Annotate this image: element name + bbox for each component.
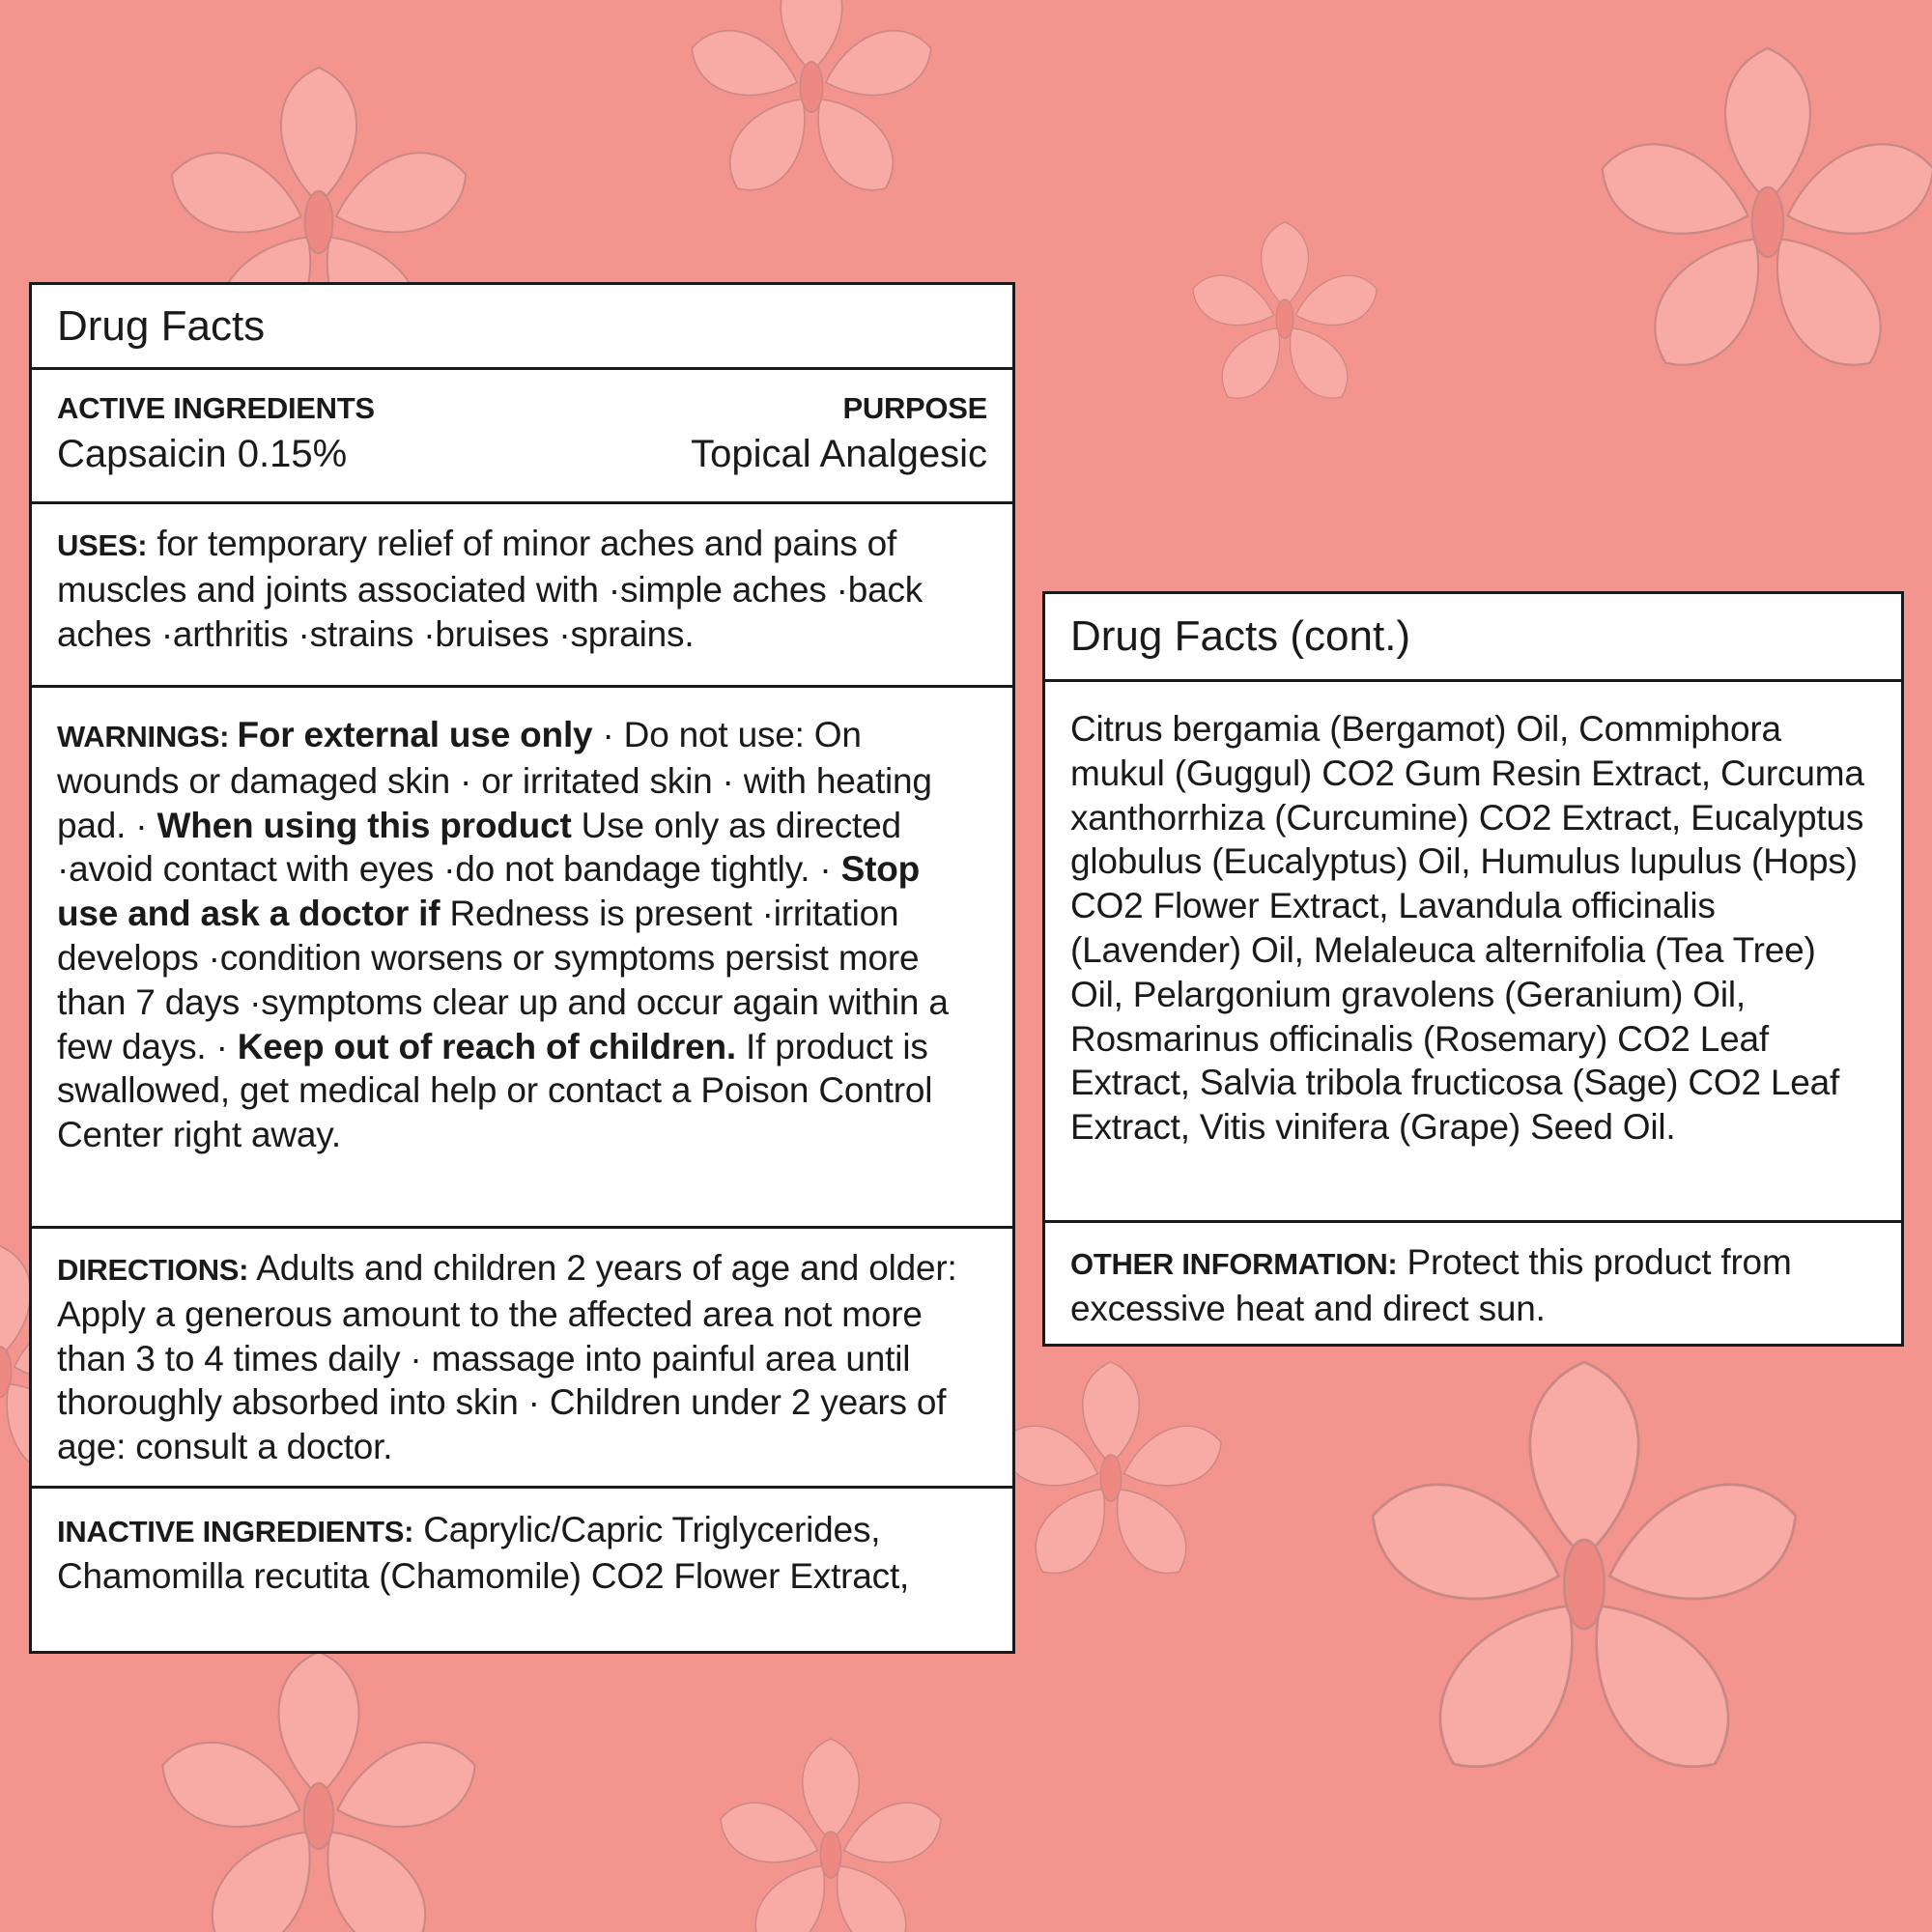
drug-facts-cont-title: Drug Facts (cont.) (1070, 612, 1411, 660)
warning-keep-out-heading: Keep out of reach of children. (237, 1026, 736, 1066)
uses-label: USES: (57, 528, 148, 562)
ingredients-list-text: Citrus bergamia (Bergamot) Oil, Commiphora mukul (Guggul) CO2 Gum Resin Extract, Curcuma xanthorrhiza (Curcumine) CO2 Extract, Eucalyptus globulus (Eucalyptus) Oil, Humulus lupulus (Hops) CO2 Flower Extract, Lavandula officinalis (Lavender) Oil, Melaleuca alternifolia (Tea Tree) Oil, Pelargonium gravolens (Geranium) Oil, Rosmarinus officinalis (Rosemary) CO2 Leaf Extract, Salvia tribola fructicosa (Sage) CO2 Leaf Extract, Vitis vinifera (Grape) Seed Oil. (1070, 709, 1864, 1148)
inactive-ingredients-label: INACTIVE INGREDIENTS: (57, 1515, 414, 1548)
flower-decoration (1589, 48, 1932, 387)
uses-text: for temporary relief of minor aches and pains of muscles and joints associated with ·simple aches ·back aches ·arthritis ·strains ·bruises ·sprains. (57, 524, 923, 654)
active-ingredients-label: ACTIVE INGREDIENTS (57, 391, 375, 425)
other-information-label: OTHER INFORMATION: (1070, 1247, 1398, 1281)
active-ingredients-section (32, 367, 1012, 501)
directions-label: DIRECTIONS: (57, 1253, 249, 1287)
inactive-ingredients-section (32, 1486, 1012, 1599)
other-information-text: Protect this product from excessive heat and direct sun. (1070, 1242, 1792, 1328)
purpose-value: Topical Analgesic (691, 433, 987, 475)
flower-decoration (150, 1652, 487, 1932)
drug-facts-title: Drug Facts (57, 301, 266, 350)
warning-do-not-use: · Do not use: On wounds or damaged skin · or irritated skin · with heating pad. · (57, 715, 932, 845)
warnings-section (32, 685, 1012, 1226)
flower-decoration (1356, 1362, 1812, 1796)
purpose-label: PURPOSE (842, 391, 987, 425)
active-ingredient-value: Capsaicin 0.15% (57, 433, 348, 475)
flower-decoration (712, 1739, 950, 1932)
drug-facts-panel (29, 282, 1015, 1654)
directions-section (32, 1226, 1012, 1486)
warning-keep-out-text: If product is swallowed, get medical help or contact a Poison Control Center right away. (57, 1026, 933, 1155)
directions-text: Adults and children 2 years of age and older: Apply a generous amount to the affected area not more than 3 to 4 times daily · massage into painful area until thoroughly absorbed into skin · Children under 2 years of age: consult a doctor. (57, 1248, 957, 1467)
inactive-ingredients-text: Caprylic/Capric Triglycerides, Chamomilla recutita (Chamomile) CO2 Flower Extract, (57, 1510, 910, 1596)
flower-decoration (683, 0, 941, 207)
flower-decoration (992, 1362, 1230, 1588)
warning-stop-use-text: Redness is present ·irritation develops ·condition worsens or symptoms persist more than 7 days ·symptoms clear up and occur again within a few days. · (57, 894, 949, 1066)
warning-external-use: For external use only (237, 715, 593, 754)
ingredients-list-section (1045, 679, 1901, 1220)
flower-decoration (1185, 222, 1383, 411)
warning-when-using-text: Use only as directed ·avoid contact with eyes ·do not bandage tightly. · (57, 805, 901, 890)
drug-facts-cont-panel (1042, 591, 1904, 1347)
warnings-label: WARNINGS: (57, 720, 238, 753)
other-information-section (1045, 1220, 1901, 1331)
warning-stop-use-heading: Stop use and ask a doctor if (57, 849, 921, 934)
warning-when-using-heading: When using this product (156, 805, 572, 845)
uses-section (32, 501, 1012, 685)
